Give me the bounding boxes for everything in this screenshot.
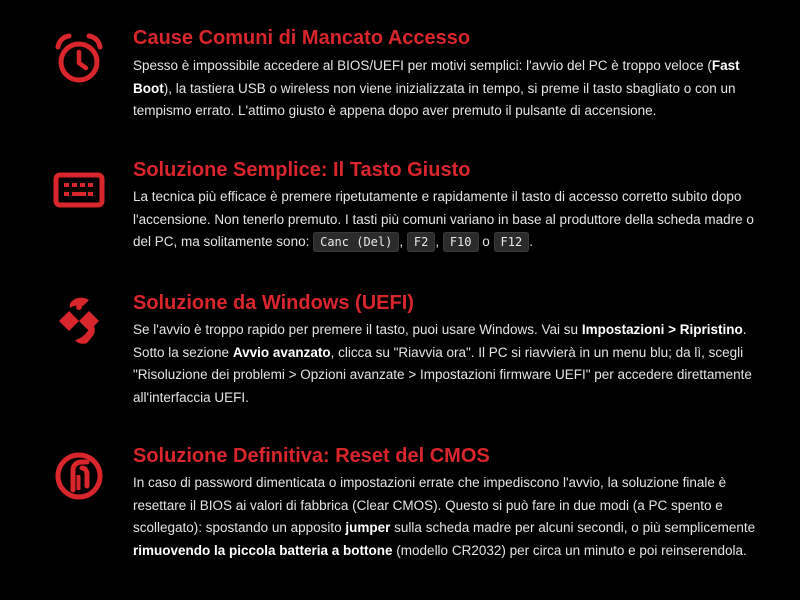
section-text: In caso di password dimenticata o impostazioni errate che impediscono l'avvio, la soluzione finale è resettare il BIOS ai valori di fabbrica (Clear CMOS). Questo si può fare in due modi (a PC spento e scollegato): spostando un apposito jumper sulla scheda madre per alcuni secondi, o più semplicemente rimuovendo la piccola batteria a bottone (modello CR2032) per circa un minuto e poi reinserendola.: [133, 475, 756, 558]
section-text: Se l'avvio è troppo rapido per premere il tasto, puoi usare Windows. Vai su Impostazioni > Ripristino. Sotto la sezione Avvio avanzato, clicca su "Riavvia ora". Il PC si riavvierà in un menu blu; da lì, scegli "Risoluzione dei problemi > Opzioni avanzate > Impostazioni firmware UEFI" per accedere direttamente all'interfaccia UEFI.: [133, 322, 752, 405]
keyboard-icon: [52, 163, 106, 217]
section-title: Soluzione Definitiva: Reset del CMOS: [133, 445, 490, 467]
windows-logo-icon: [52, 294, 106, 348]
section-title: Soluzione Semplice: Il Tasto Giusto: [133, 159, 471, 181]
reset-power-icon: [52, 449, 106, 503]
section-title: Cause Comuni di Mancato Accesso: [133, 27, 471, 49]
key-badge: F10: [443, 232, 479, 252]
section-text: Spesso è impossibile accedere al BIOS/UEFI per motivi semplici: l'avvio del PC è troppo veloce (Fast Boot), la tastiera USB o wireless non viene inizializzata in tempo, si preme il tasto sbagliato o con un tempismo errato. L'attimo giusto è appena dopo aver premuto il pulsante di accensione.: [133, 58, 740, 118]
section-title: Soluzione da Windows (UEFI): [133, 292, 414, 314]
section-text: La tecnica più efficace è premere ripetutamente e rapidamente il tasto di accesso corretto subito dopo l'accensione. Non tenerlo premuto. I tasti più comuni variano in base al produttore della scheda madre o del PC, ma solitamente sono: Canc (Del) , F2 , F10 o F12 .: [133, 186, 758, 254]
alarm-clock-icon: [52, 32, 106, 86]
key-badge: F12: [494, 232, 530, 252]
key-badge: F2: [407, 232, 435, 252]
key-badge: Canc (Del): [313, 232, 399, 252]
